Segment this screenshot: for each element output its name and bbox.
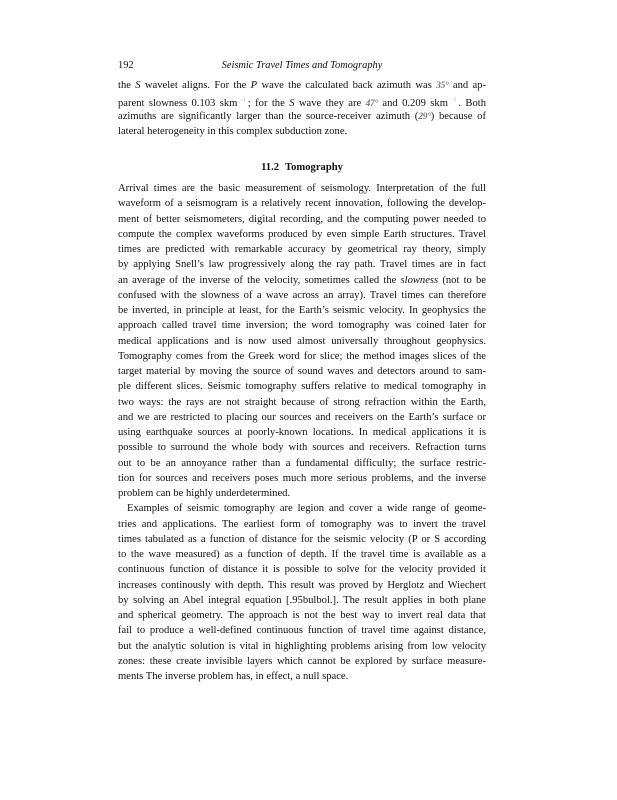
text-line: parent slowness 0.103 skm −1 ; for the S wave they are 47° and 0.209 skm −1 . Both (118, 93, 486, 108)
text-line: and spherical geometry. The approach is not the best way to invert real data that (118, 610, 486, 621)
section-heading (118, 160, 486, 175)
text-line: an average of the inverse of the velocity, sometimes called the slowness (not to be (118, 274, 486, 286)
text-line: continuous function of distance it is possible to solve for the velocity provided it (118, 564, 486, 576)
text-line: Arrival times are the basic measurement of seismology. Interpretation of the full (118, 183, 486, 194)
text-line: possible to surround the whole body with sources and receivers. Refraction turns (118, 442, 486, 454)
page-header (118, 60, 486, 76)
page-number: 192 (118, 60, 134, 71)
text-line: the S wavelet aligns. For the P wave the calculated back azimuth was 35° and ap- (118, 78, 486, 93)
emphasis: slowness (400, 274, 439, 286)
text-line: fail to produce a well-defined continuous function of travel time against distance, (118, 625, 486, 637)
text-line: ments The inverse problem has, in effect, a null space. (118, 671, 349, 682)
text-line: zones: these create invisible layers which cannot be explored by surface measure- (118, 655, 486, 667)
superscript: −1 (239, 97, 246, 104)
page-body (118, 78, 486, 684)
text-line: tion for sources and receivers poses much more serious problems, and the inverse (118, 472, 486, 484)
text-line: waveform of a seismogram is a relatively recent innovation, following the develop- (118, 198, 486, 210)
text-line: by applying Snell’s law progressively along the ray path. Travel times are in fact (118, 259, 486, 271)
text-line: times tabulated as a function of distance for the seismic velocity (P or S according (118, 533, 486, 545)
text-line: compute the complex waveforms produced by even simple Earth structures. Travel (118, 228, 486, 240)
text-line: approach called travel time inversion; the word tomography was coined later for (118, 320, 486, 332)
text-line: out to be an annoyance rather than a fundamental difficulty; the surface restric- (118, 457, 486, 469)
text-line: be inverted, in principle at least, for the Earth’s seismic velocity. In geophysics the (118, 305, 486, 316)
text-line: times are predicted with remarkable accuracy by geometrical ray theory, simply (118, 244, 486, 255)
text-line: target material by moving the source of sound waves and detectors around to sam- (118, 366, 486, 377)
paragraph-2 (118, 501, 486, 684)
superscript: −1 (449, 97, 457, 104)
text-line: problem can be highly underdetermined. (118, 488, 291, 499)
text-line: two ways: the rays are not straight because of strong refraction within the Earth, (118, 396, 486, 408)
text-line: ple different slices. Seismic tomography suffers relative to medical tomography in (118, 381, 486, 393)
text-line: tries and applications. The earliest form of tomography was to invert the travel (118, 518, 486, 530)
running-title: Seismic Travel Times and Tomography (221, 60, 383, 71)
text-line: Tomography comes from the Greek word for slice; the method images slices of the (118, 350, 486, 362)
back-azimuth-value: 35° (436, 81, 449, 91)
text-line: ment of better seismometers, digital recording, and the computing power needed to (118, 213, 486, 225)
text-line: Examples of seismic tomography are legion and cover a wide range of geome- (127, 503, 486, 515)
text-line: confused with the slowness of a wave across an array). Travel times can therefore (118, 289, 486, 301)
section-title: Tomography (285, 162, 343, 173)
section-number: 11.2 (261, 162, 280, 173)
text-line: medical applications and is now used almost universally throughout geophysics. (118, 335, 486, 347)
text-line: increases continously with depth. This result was proved by Herglotz and Wiechert (118, 579, 486, 591)
source-receiver-azimuth-value: 29° (418, 111, 431, 122)
s-azimuth-value: 47° (365, 99, 378, 110)
paragraph-1 (118, 181, 486, 501)
text-line: using earthquake sources at poorly-known locations. In medical applications it is (118, 427, 486, 438)
text-line: but the analytic solution is vital in highlighting problems arising from low velocity (118, 640, 486, 652)
intro-paragraph (118, 78, 486, 139)
text-line: azimuths are significantly larger than the source-receiver azimuth (29°) because of (118, 109, 486, 124)
text-line: lateral heterogeneity in this complex subduction zone. (118, 125, 348, 137)
text-line: and we are restricted to placing our sources and receivers on the Earth’s surface or (118, 411, 486, 423)
text-line: by solving an Abel integral equation [.95bulbol.]. The result applies in both plane (118, 594, 486, 606)
text-line: to the wave measured) as a function of depth. If the travel time is available as a (118, 549, 486, 560)
